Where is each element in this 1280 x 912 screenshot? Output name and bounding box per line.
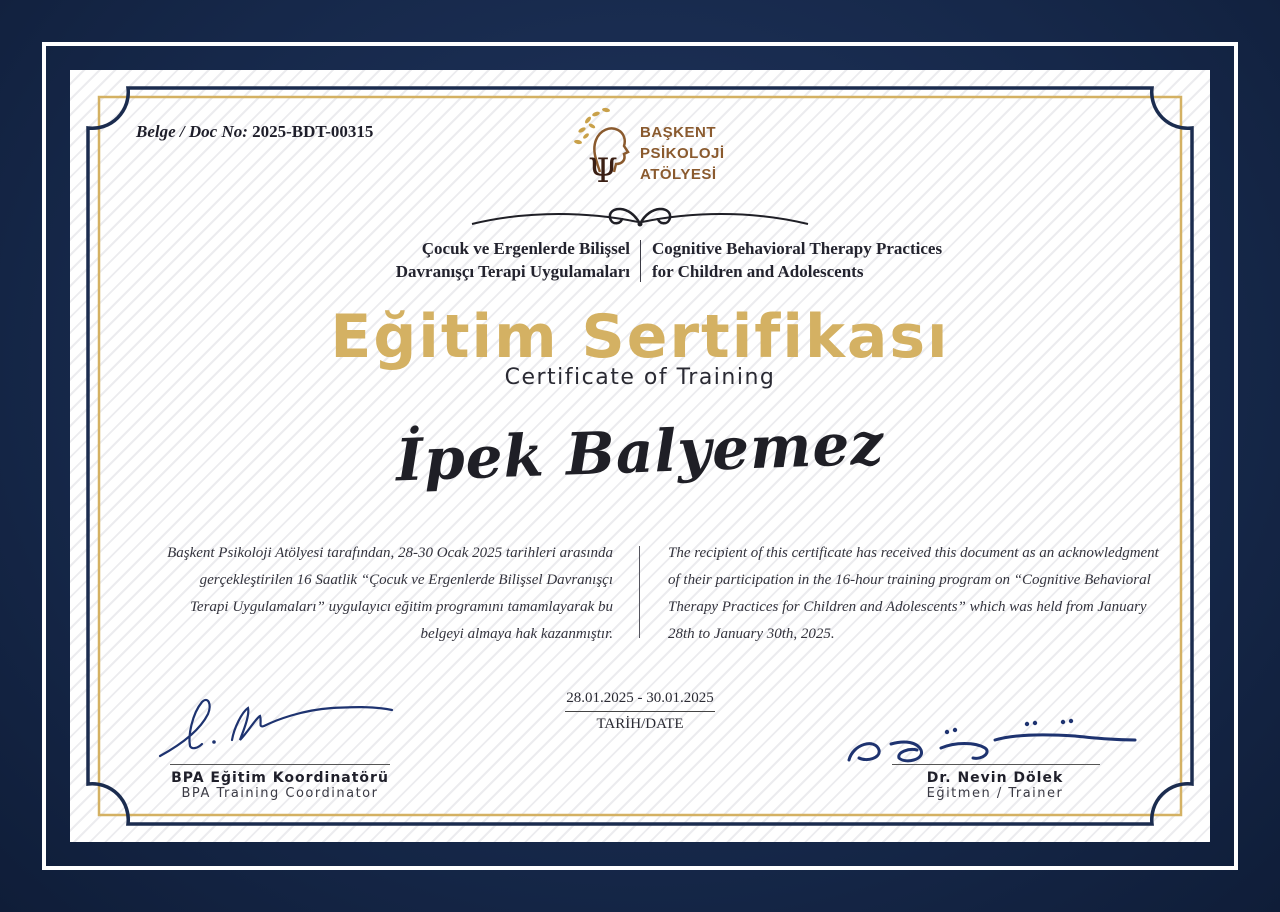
coordinator-signature-line [170,764,390,765]
course-en-line-1: Cognitive Behavioral Therapy Practices [652,239,943,258]
course-divider [640,240,641,282]
description-divider [639,546,640,638]
recipient-name: İpek Balyemez [394,409,886,495]
course-en-line-2: for Children and Adolescents [652,262,864,281]
logo-line-2: PSİKOLOJİ [640,145,725,162]
certificate-subtitle: Certificate of Training [504,365,776,390]
flourish-divider-icon [470,198,810,234]
doc-number-value: 2025-BDT-00315 [252,122,374,141]
trainer-name: Dr. Nevin Dölek [926,770,1064,786]
description-turkish: Başkent Psikoloji Atölyesi tarafından, 28-30 Ocak 2025 tarihleri arasında gerçekleştirilen 16 Saatlik “Çocuk ve Ergenlerde Bilişsel Davranışçı Terapi Uygulamaları” uygulayıcı eğitim programını tamamlayarak bu belgeyi almaya hak kazanmıştır. [167,545,613,642]
course-name-turkish [310,237,630,283]
description-english: The recipient of this certificate has received this document as an acknowledgment of their participation in the 16-hour training program on “Cognitive Behavioral Therapy Practices for Children and Adolescents” which was held from January 28th to January 30th, 2025. [668,545,1159,642]
logo-line-1: BAŞKENT [640,124,717,141]
doc-number [136,122,373,142]
coordinator-signature-icon [152,688,402,762]
certificate-paper [70,70,1210,842]
date-underline [565,711,715,712]
doc-number-label: Belge / Doc No: [136,122,248,141]
course-tr-line-2: Davranışçı Terapi Uygulamaları [395,262,630,281]
certificate-title: Eğitim Sertifikası [330,302,950,372]
logo-line-3: ATÖLYESİ [640,166,717,183]
trainer-subtitle: Eğitmen / Trainer [926,786,1064,801]
trainer-signature-line [892,764,1100,765]
date-value: 28.01.2025 - 30.01.2025 [566,690,714,706]
course-tr-line-1: Çocuk ve Ergenlerde Bilişsel [421,239,630,258]
svg-text:Ψ: Ψ [588,151,618,190]
date-label: TARİH/DATE [596,716,684,732]
coordinator-title: BPA Eğitim Koordinatörü [171,770,389,786]
course-name-english [652,237,1012,283]
coordinator-subtitle: BPA Training Coordinator [181,786,379,801]
logo-text [640,122,725,185]
